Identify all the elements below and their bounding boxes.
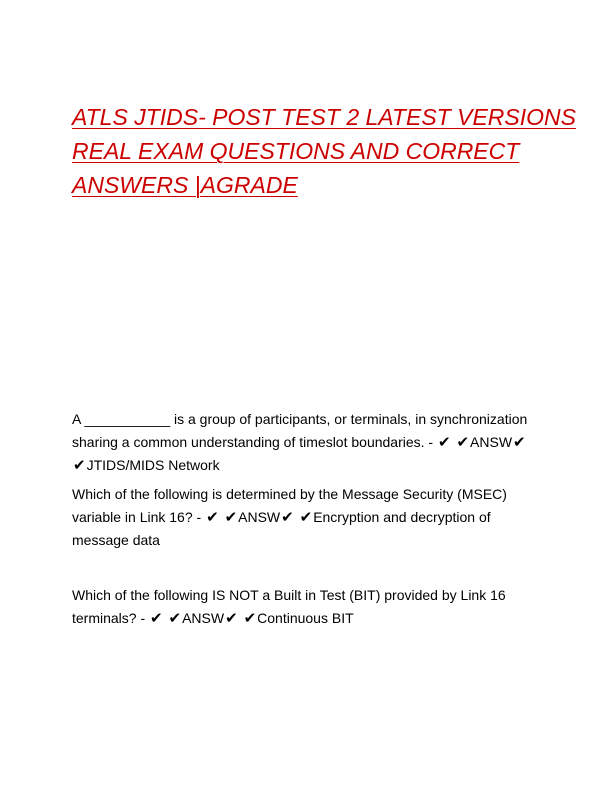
answer-label: ANSW xyxy=(238,509,281,525)
check-icon: ✔ xyxy=(438,433,451,451)
check-icon: ✔ xyxy=(281,508,294,526)
answer-text: JTIDS/MIDS Network xyxy=(86,457,220,473)
answer-text: Continuous BIT xyxy=(257,610,354,626)
title-line-3: ANSWERS |AGRADE xyxy=(72,172,298,198)
separator: - xyxy=(136,610,150,626)
qa-item-1 xyxy=(72,408,540,477)
answer-label: ANSW xyxy=(470,434,513,450)
check-icon: ✔ xyxy=(206,508,219,526)
separator: - xyxy=(424,434,437,450)
question-text: A ___________ is a group of participants, or terminals, in synchronization sharing a common understanding of timeslot boundaries. xyxy=(72,411,528,450)
title-line-2: REAL EXAM QUESTIONS AND CORRECT xyxy=(72,138,520,164)
check-icon: ✔ xyxy=(150,609,163,627)
qa-item-3 xyxy=(72,584,540,630)
question-text: Which of the following is determined by the Message Security (MSEC) variable in Link 16? xyxy=(72,486,507,525)
check-icon: ✔ xyxy=(456,433,470,451)
title-line-1: ATLS JTIDS- POST TEST 2 LATEST VERSIONS xyxy=(72,104,576,130)
separator: - xyxy=(192,509,206,525)
check-icon: ✔ xyxy=(168,609,182,627)
check-icon: ✔ xyxy=(243,609,257,627)
check-icon: ✔ xyxy=(513,433,526,451)
check-icon: ✔ xyxy=(225,609,238,627)
check-icon: ✔ xyxy=(224,508,238,526)
check-icon: ✔ xyxy=(73,456,86,474)
answer-text: Encryption and decryption of message data xyxy=(72,509,491,548)
qa-item-2 xyxy=(72,483,540,552)
answer-label: ANSW xyxy=(182,610,225,626)
question-text: Which of the following IS NOT a Built in Test (BIT) provided by Link 16 terminals? xyxy=(72,587,506,626)
document-title xyxy=(72,100,576,202)
check-icon: ✔ xyxy=(299,508,313,526)
